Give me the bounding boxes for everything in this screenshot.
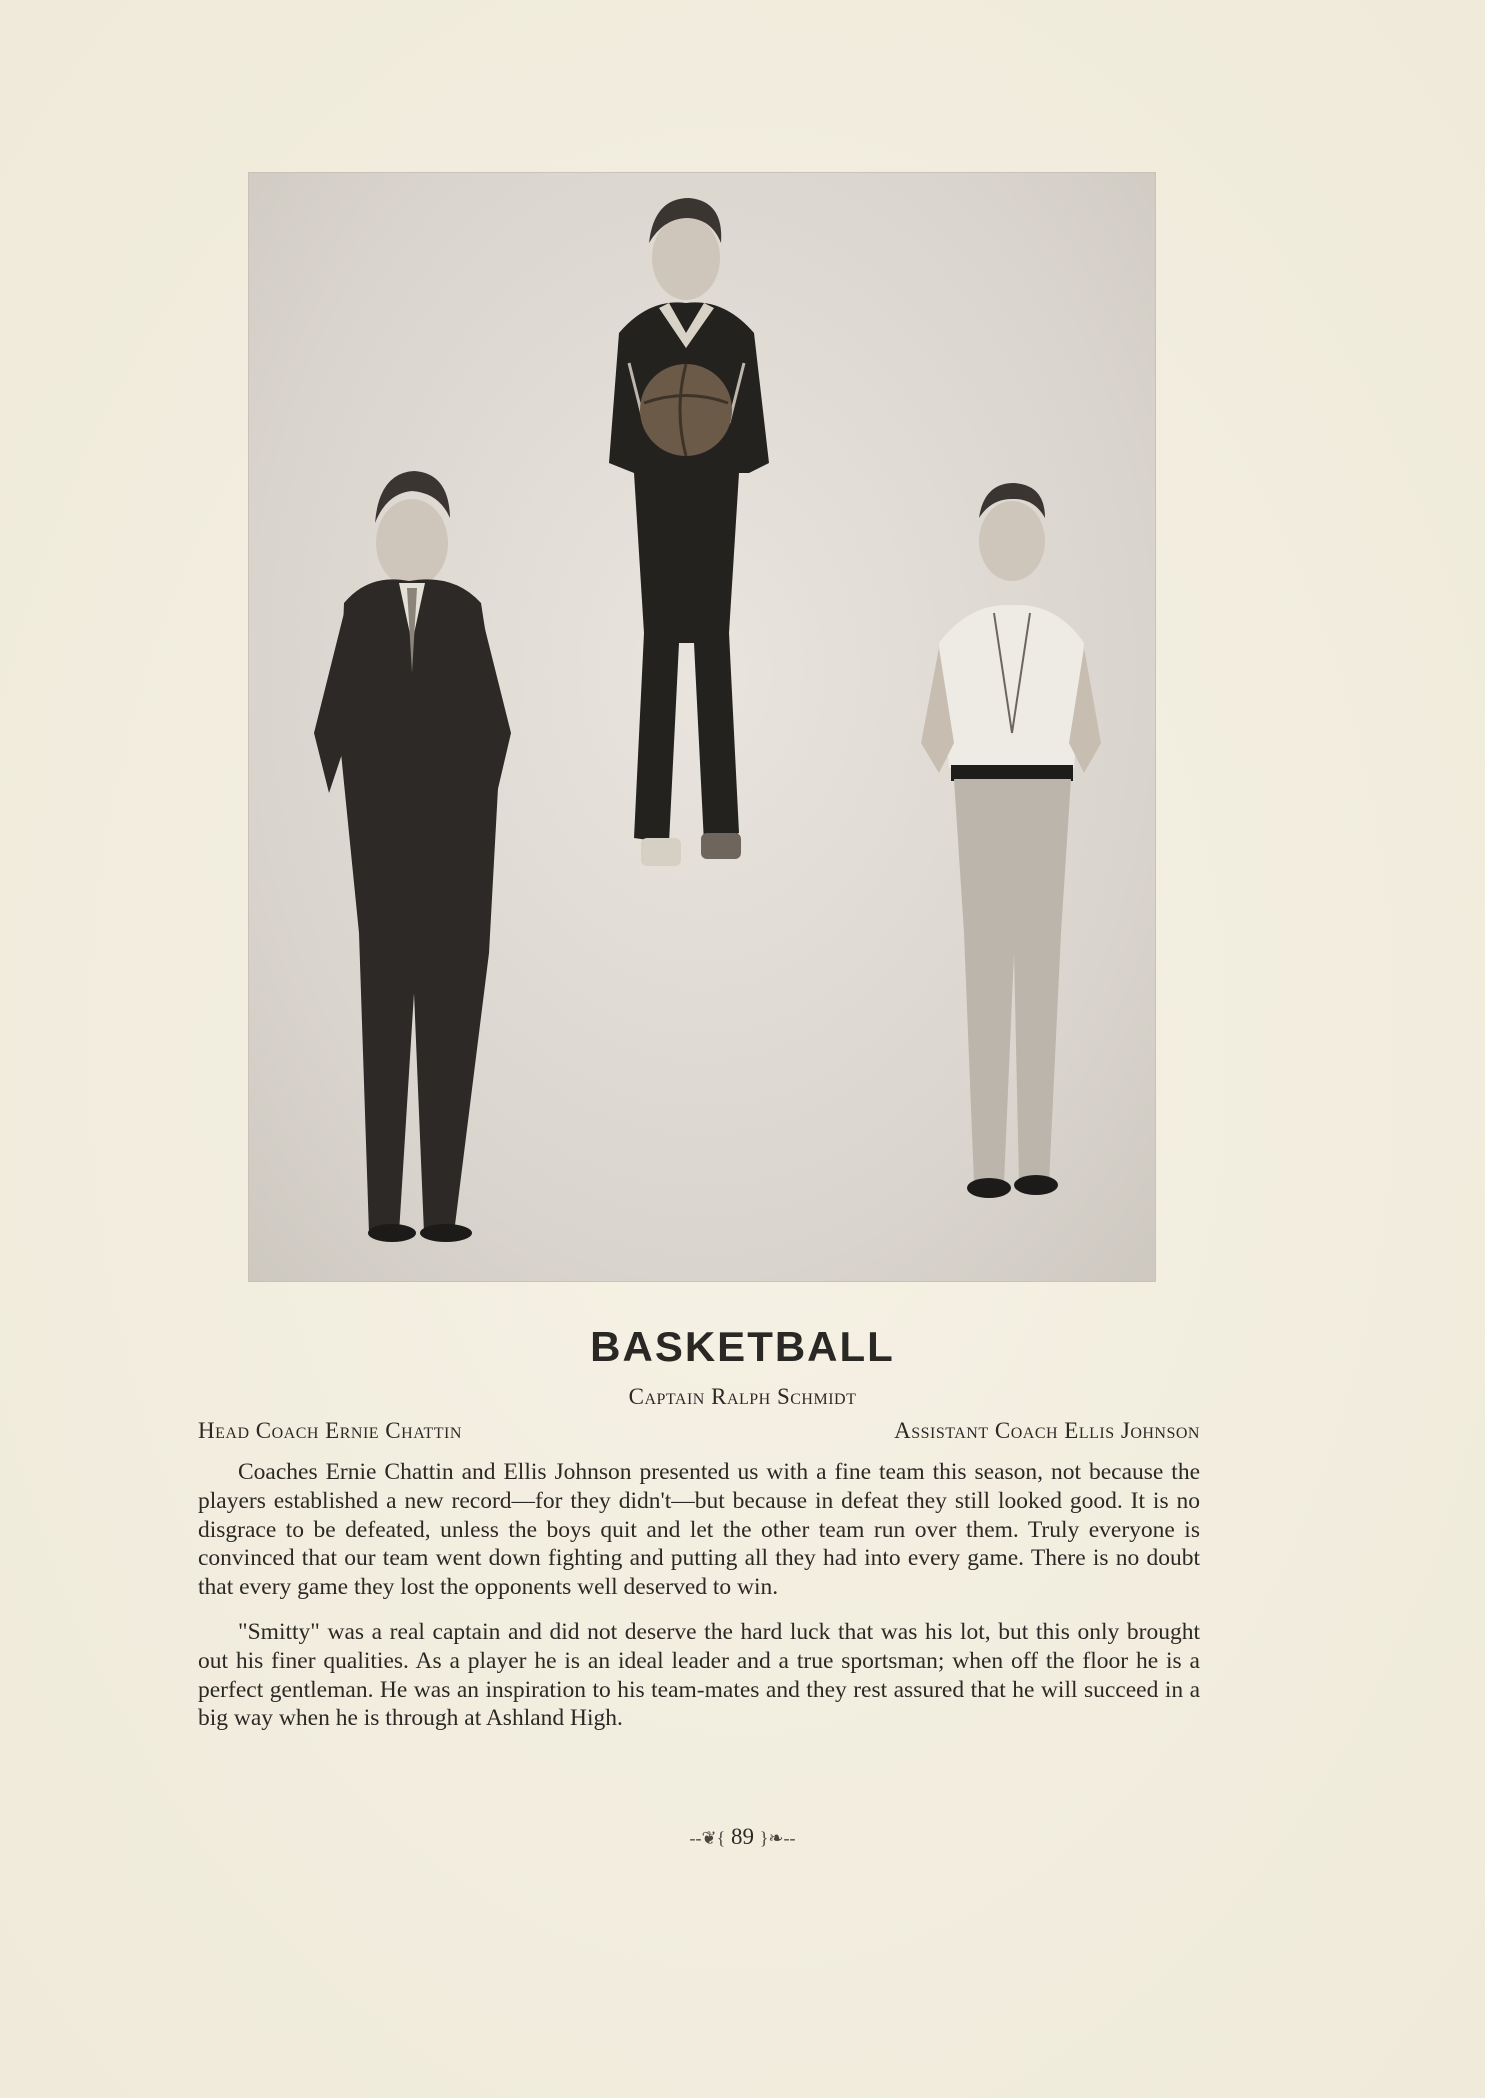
folio-right-ornament: }❧-- — [759, 1828, 796, 1848]
head-coach-name: Head Coach Ernie Chattin — [198, 1418, 462, 1443]
team-leaders-photo — [248, 172, 1156, 1282]
article-body — [198, 1458, 1200, 1749]
head-coach-figure — [314, 471, 511, 1242]
paragraph-captain: "Smitty" was a real captain and did not deserve the hard luck that was his lot, but this only brought out his finer qualities. As a player he is an ideal leader and a true sportsman; when off the floor he is a perfect gentleman. He was an inspiration to his team-mates and they rest assured that he will succeed in a big way when he is through at Ashland High. — [198, 1618, 1200, 1732]
coaches-row — [198, 1418, 1200, 1444]
photo-illustration — [249, 173, 1155, 1281]
assistant-coach-name: Assistant Coach Ellis Johnson — [894, 1418, 1200, 1443]
folio-left-ornament: --❦{ — [689, 1828, 726, 1848]
captain-name: Captain Ralph Schmidt — [628, 1384, 857, 1409]
assistant-coach-figure — [921, 483, 1101, 1198]
page-folio — [0, 1824, 1485, 1850]
captain-figure — [609, 198, 769, 866]
paragraph-coaches: Coaches Ernie Chattin and Ellis Johnson presented us with a fine team this season, not because the players established a new record—for they didn't—but because in defeat they still looked good. It is no disgrace to be defeated, unless the boys quit and let the other team run over them. Truly everyone is convinced that our team went down fighting and putting all they had into every game. There is no doubt that every game they lost the opponents well deserved to win. — [198, 1459, 1200, 1601]
page-title: BASKETBALL — [590, 1323, 895, 1370]
page-number: 89 — [731, 1824, 754, 1849]
